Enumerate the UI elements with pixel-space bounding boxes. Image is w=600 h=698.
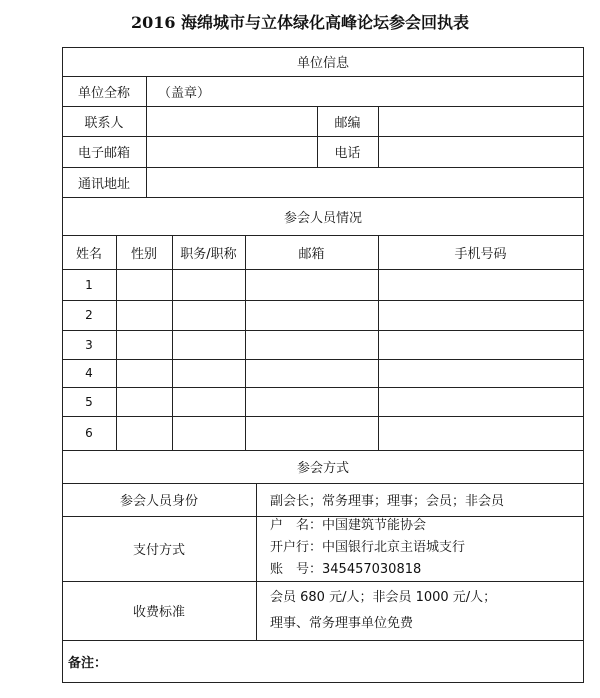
payment-details [270, 509, 582, 587]
email-field[interactable] [147, 136, 317, 167]
contact-label: 联系人 [84, 115, 124, 131]
col-header-mobile: 手机号码 [454, 246, 507, 262]
registration-form-table [62, 47, 584, 683]
postcode-label: 邮编 [334, 115, 361, 131]
unit-info-heading: 单位信息 [296, 56, 349, 71]
row-number: 2 [85, 308, 93, 322]
fee-line: 会员 680 元/人；非会员 1000 元/人； [270, 589, 497, 605]
col-header-gender: 性别 [130, 246, 157, 262]
bank-line: 开户行：中国银行北京主语城支行 [270, 540, 466, 555]
fee-standard-label: 收费标准 [132, 605, 185, 620]
account-name-line: 户 名：中国建筑节能协会 [270, 518, 427, 533]
stamp-hint: （盖章） [158, 85, 211, 101]
remarks-label: 备注： [68, 655, 108, 671]
form-title: 2016 海绵城市与立体绿化高峰论坛参会回执表 [130, 13, 470, 32]
phone-label: 电话 [334, 146, 361, 161]
fee-line: 理事、常务理事单位免费 [270, 615, 414, 631]
attendee-info-heading: 参会人员情况 [283, 210, 362, 226]
identity-options: 副会长；常务理事；理事；会员；非会员 [270, 494, 505, 509]
phone-field[interactable] [379, 136, 583, 167]
row-number: 1 [85, 277, 93, 292]
address-label: 通讯地址 [77, 176, 130, 192]
row-number: 5 [85, 394, 93, 409]
contact-field[interactable] [147, 106, 317, 136]
col-header-title: 职务/职称 [180, 246, 237, 262]
address-field[interactable] [147, 167, 583, 197]
row-number: 3 [85, 337, 93, 352]
row-number: 6 [85, 426, 93, 440]
unit-full-name-label: 单位全称 [77, 85, 130, 101]
account-number-line: 账 号：345457030818 [270, 562, 422, 577]
postcode-field[interactable] [379, 106, 583, 136]
identity-label: 参会人员身份 [119, 494, 198, 509]
fee-details [270, 581, 582, 640]
attendance-method-heading: 参会方式 [296, 461, 349, 476]
email-label: 电子邮箱 [77, 146, 130, 161]
col-header-name: 姓名 [75, 246, 102, 262]
col-header-email: 邮箱 [298, 246, 325, 262]
payment-method-label: 支付方式 [132, 543, 185, 558]
row-number: 4 [85, 366, 93, 380]
